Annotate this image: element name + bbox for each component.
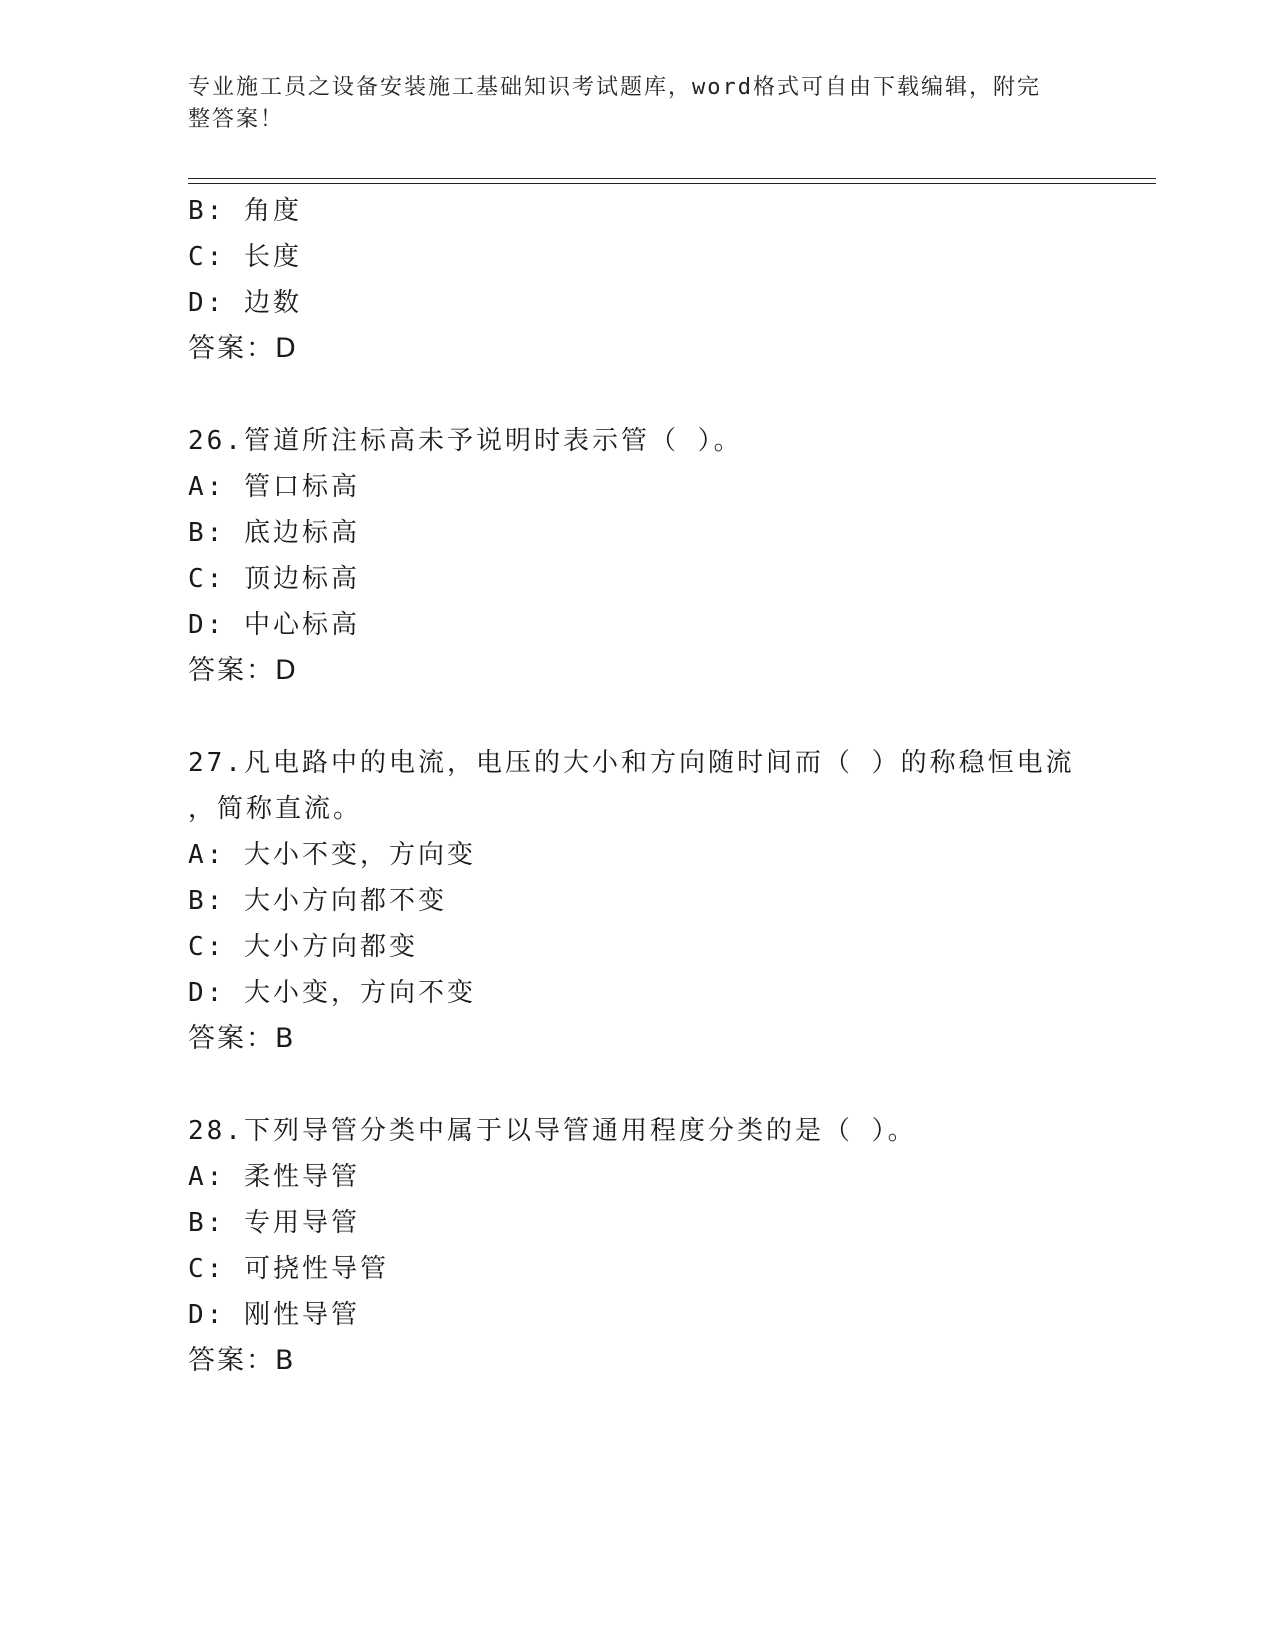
- document-header: [188, 72, 1088, 136]
- option-b: B: 大小方向都不变: [188, 886, 447, 916]
- question-28: [188, 1108, 1148, 1384]
- question-list: [188, 188, 1148, 1384]
- header-divider-bottom: [188, 183, 1156, 184]
- header-divider-top: [188, 178, 1156, 179]
- answer-line: 答案：D: [188, 655, 298, 686]
- option-c: C: 顶边标高: [188, 564, 360, 594]
- question-stem-continued: ，简称直流。: [188, 794, 363, 824]
- answer-line: 答案：B: [188, 1023, 296, 1054]
- question-26: [188, 418, 1148, 694]
- answer-line: 答案：D: [188, 333, 298, 364]
- option-c: C: 大小方向都变: [188, 932, 418, 962]
- option-d: D: 大小变，方向不变: [188, 978, 476, 1008]
- option-c: C: 可挠性导管: [188, 1254, 389, 1284]
- option-b: B: 专用导管: [188, 1208, 360, 1238]
- option-a: A: 柔性导管: [188, 1162, 360, 1192]
- option-b: B: 底边标高: [188, 518, 360, 548]
- prev-question-tail: [188, 188, 1148, 372]
- answer-line: 答案：B: [188, 1345, 296, 1376]
- option-d: D: 中心标高: [188, 610, 360, 640]
- header-line-2: 整答案！: [188, 107, 285, 132]
- option-b: B: 角度: [188, 196, 302, 226]
- question-27: [188, 740, 1148, 1062]
- option-a: A: 管口标高: [188, 472, 360, 502]
- option-d: D: 刚性导管: [188, 1300, 360, 1330]
- option-a: A: 大小不变，方向变: [188, 840, 476, 870]
- question-stem: 27.凡电路中的电流，电压的大小和方向随时间而（ ）的称稳恒电流: [188, 748, 1075, 778]
- option-d: D: 边数: [188, 288, 302, 318]
- header-line-1: 专业施工员之设备安装施工基础知识考试题库，word格式可自由下载编辑，附完: [188, 75, 1041, 100]
- option-c: C: 长度: [188, 242, 302, 272]
- question-stem: 28.下列导管分类中属于以导管通用程度分类的是（ ）。: [188, 1116, 917, 1146]
- question-stem: 26.管道所注标高未予说明时表示管（ ）。: [188, 426, 743, 456]
